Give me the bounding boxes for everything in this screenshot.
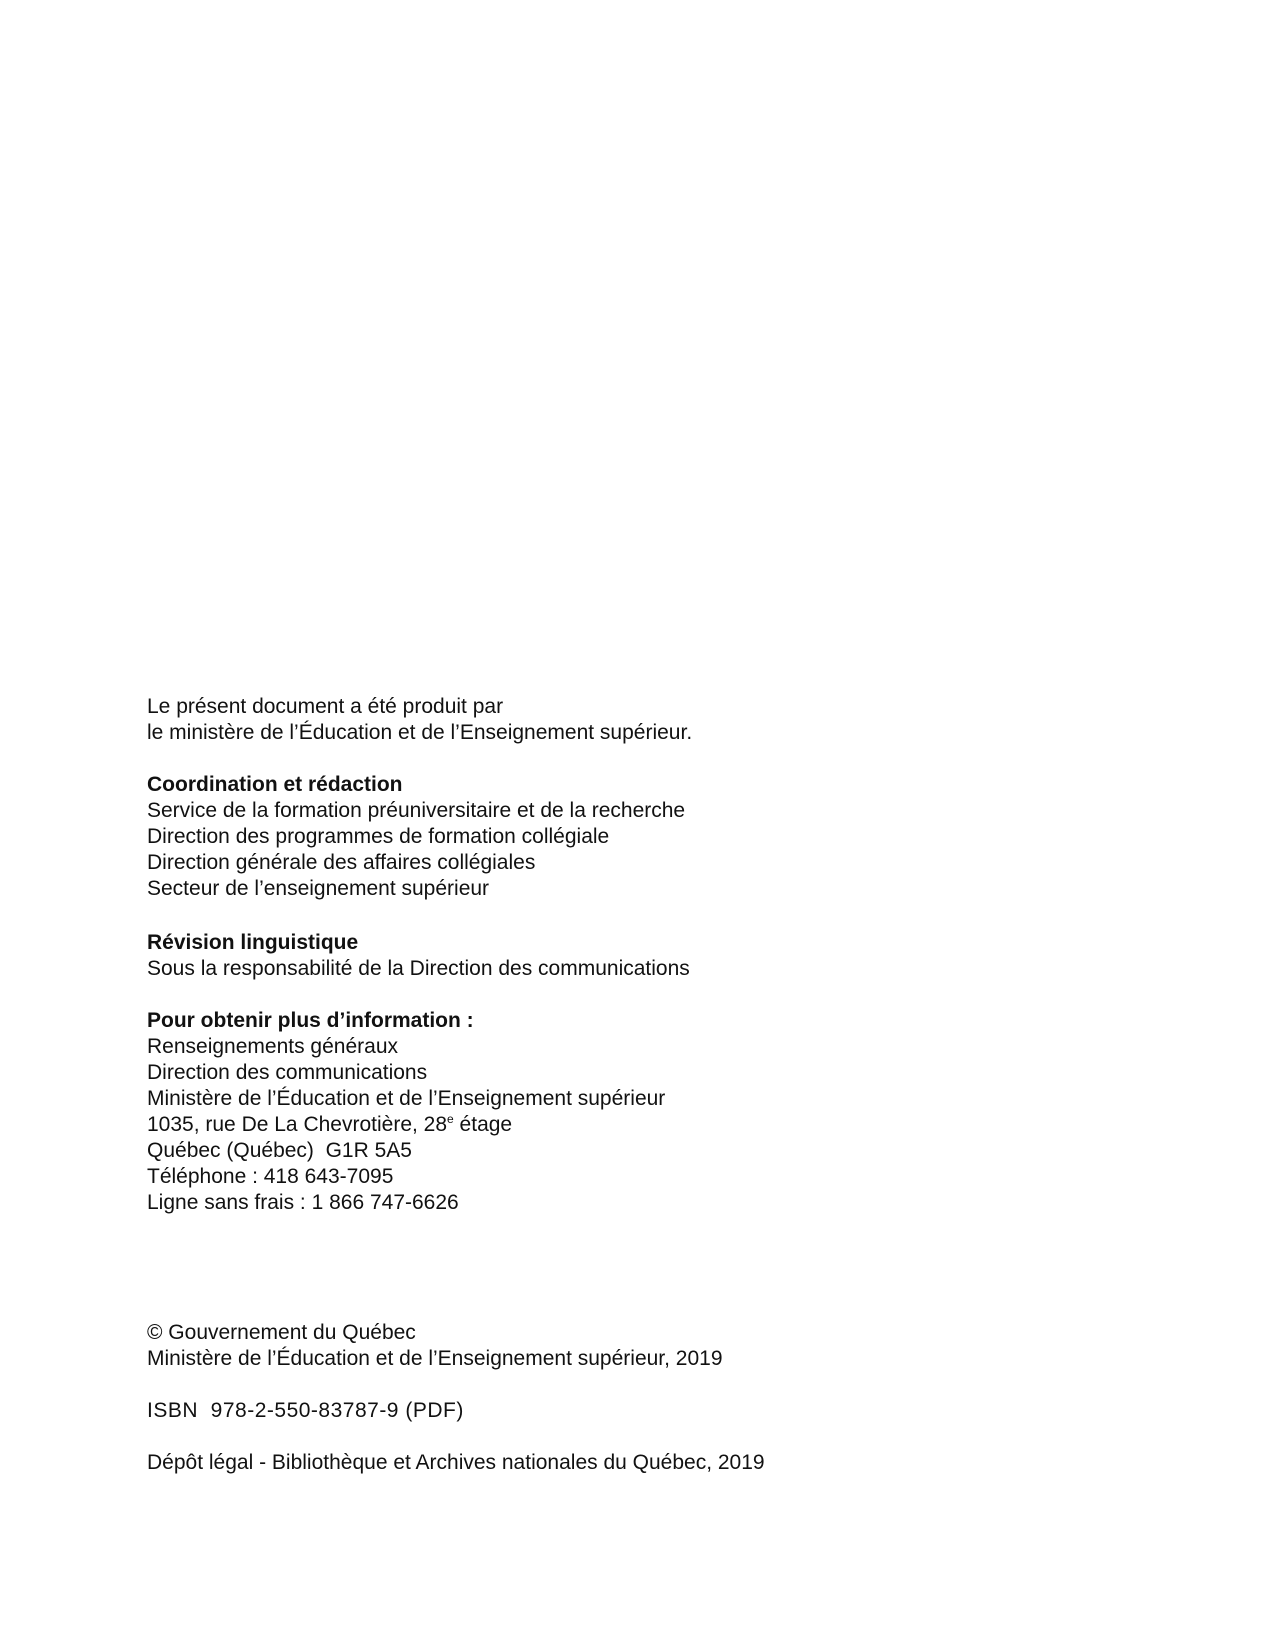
depot-line: Dépôt légal - Bibliothèque et Archives nationales du Québec, 2019 xyxy=(147,1451,765,1474)
coordination-line: Direction des programmes de formation collégiale xyxy=(147,825,610,848)
information-tollfree: Ligne sans frais : 1 866 747-6626 xyxy=(147,1191,459,1214)
coordination-line: Service de la formation préuniversitaire et de la recherche xyxy=(147,799,686,822)
revision-line: Sous la responsabilité de la Direction des communications xyxy=(147,957,690,980)
information-phone: Téléphone : 418 643-7095 xyxy=(147,1165,394,1188)
isbn-block xyxy=(147,1398,1147,1424)
copyright-line-2: Ministère de l’Éducation et de l’Enseignement supérieur, 2019 xyxy=(147,1347,723,1370)
information-city: Québec (Québec) G1R 5A5 xyxy=(147,1139,412,1162)
information-heading: Pour obtenir plus d’information : xyxy=(147,1009,474,1032)
address-superscript: e xyxy=(447,1112,454,1126)
coordination-line: Direction générale des affaires collégiales xyxy=(147,851,536,874)
intro-line-2: le ministère de l’Éducation et de l’Enseignement supérieur. xyxy=(147,721,693,744)
isbn-line: ISBN 978-2-550-83787-9 (PDF) xyxy=(147,1399,464,1422)
revision-block xyxy=(147,930,1147,982)
intro-line-1: Le présent document a été produit par xyxy=(147,695,504,718)
information-general: Renseignements généraux xyxy=(147,1035,398,1058)
copyright-block xyxy=(147,1320,1147,1372)
depot-block xyxy=(147,1450,1147,1476)
address-street: 1035, rue De La Chevrotière, 28 xyxy=(147,1113,448,1136)
coordination-line: Secteur de l’enseignement supérieur xyxy=(147,877,490,900)
revision-heading: Révision linguistique xyxy=(147,931,359,954)
copyright-line-1: © Gouvernement du Québec xyxy=(147,1321,416,1344)
address-floor: étage xyxy=(453,1113,513,1136)
information-address xyxy=(147,1112,1147,1138)
information-ministry: Ministère de l’Éducation et de l’Enseignement supérieur xyxy=(147,1087,666,1110)
intro-block xyxy=(147,694,1147,746)
coordination-block xyxy=(147,772,1147,902)
information-direction: Direction des communications xyxy=(147,1061,428,1084)
coordination-heading: Coordination et rédaction xyxy=(147,773,403,796)
information-block xyxy=(147,1008,1147,1216)
